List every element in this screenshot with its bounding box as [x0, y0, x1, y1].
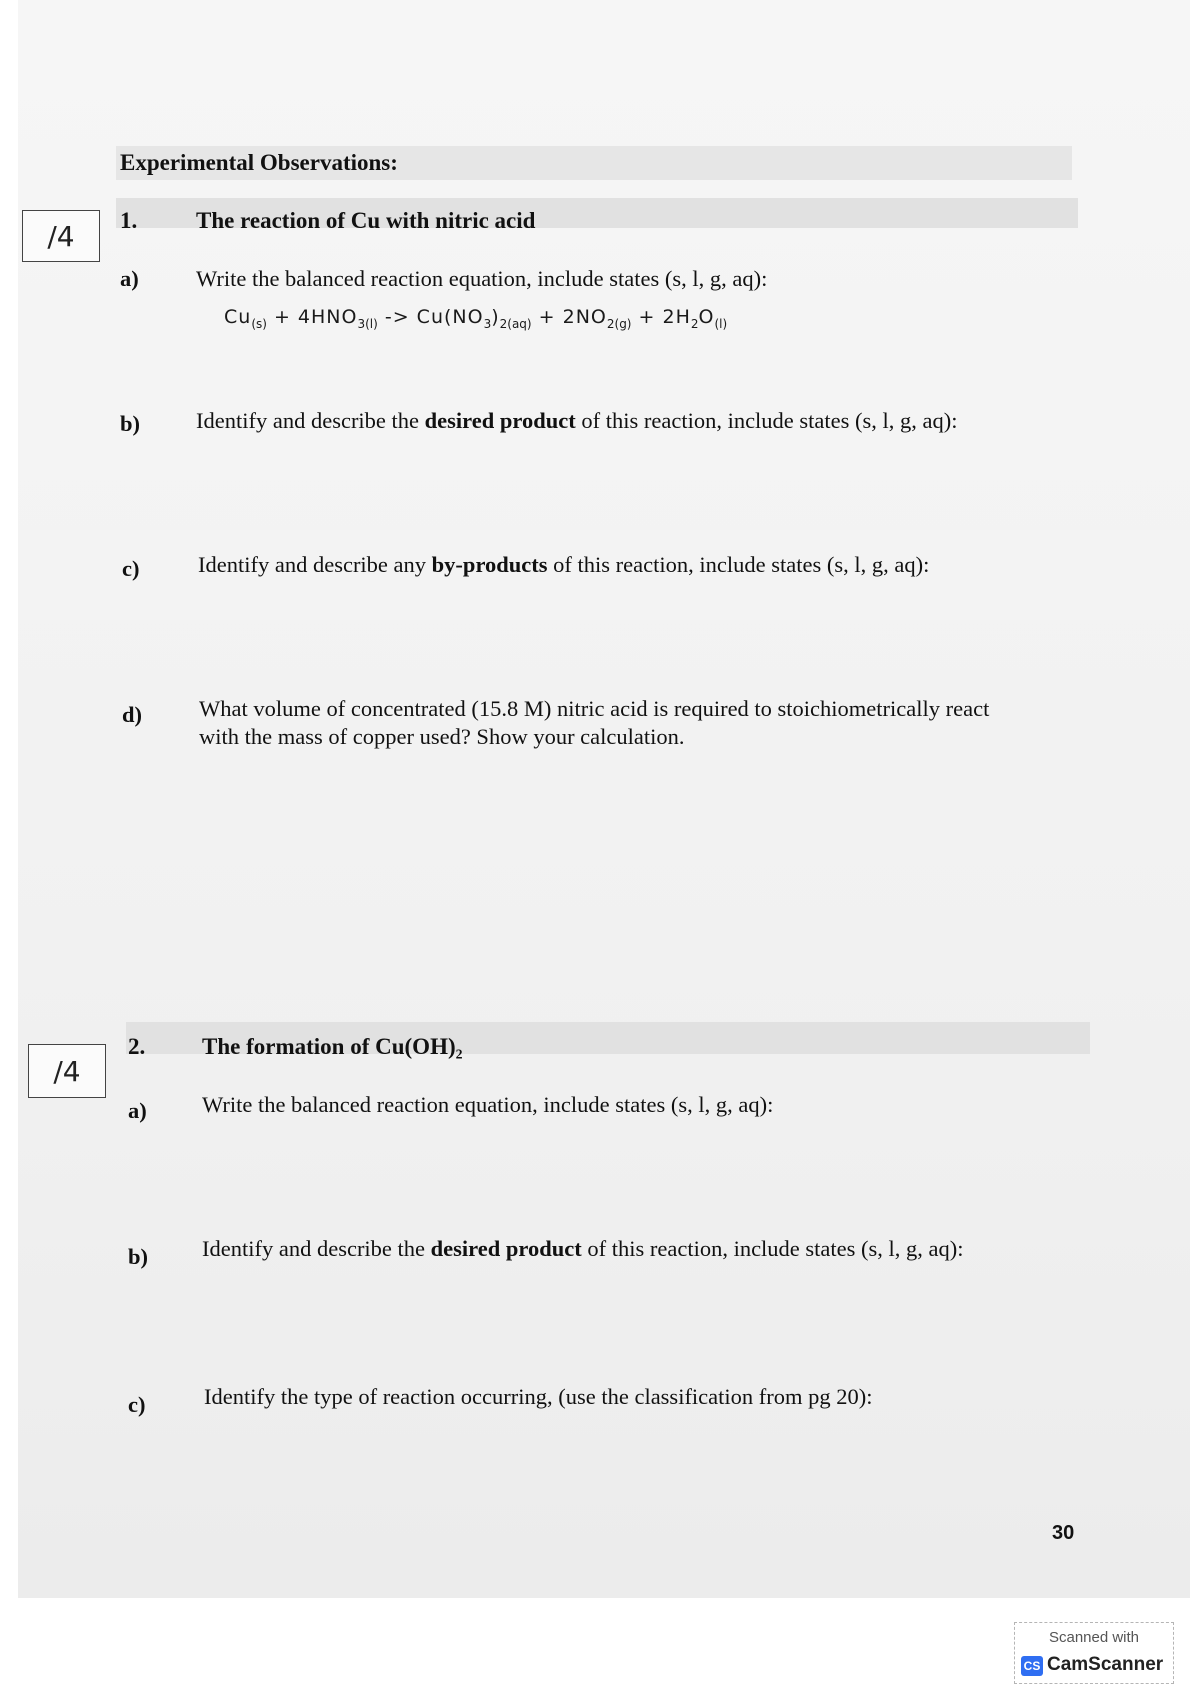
q1d-line2: with the mass of copper used? Show your calculation. — [199, 724, 685, 749]
q2b-text: Identify and describe the desired product of this reaction, include states (s, l, g, aq): — [202, 1236, 964, 1261]
camscanner-logo-icon: CS — [1021, 1656, 1043, 1676]
q2c-text: Identify the type of reaction occurring, (use the classification from pg 20): — [204, 1384, 873, 1409]
q1b-label: b) — [120, 411, 141, 436]
camscanner-name: CamScanner — [1047, 1654, 1164, 1675]
section1-score-box: /4 — [22, 210, 100, 262]
section2-score-box: /4 — [28, 1044, 106, 1098]
q1d-label: d) — [122, 702, 143, 727]
q1a-text: Write the balanced reaction equation, include states (s, l, g, aq): — [196, 266, 768, 291]
q2b-label: b) — [128, 1244, 149, 1269]
camscanner-caption: Scanned with — [1048, 1629, 1140, 1646]
q2a-label: a) — [128, 1098, 147, 1123]
section1-title: The reaction of Cu with nitric acid — [196, 208, 536, 233]
section2-title: The formation of Cu(OH)₂ — [202, 1034, 463, 1059]
q1d-line1: What volume of concentrated (15.8 M) nitric acid is required to stoichiometrically react — [199, 696, 990, 721]
q1a-label: a) — [120, 266, 139, 291]
q2a-text: Write the balanced reaction equation, include states (s, l, g, aq): — [202, 1092, 774, 1117]
camscanner-badge — [1014, 1622, 1174, 1684]
q1c-label: c) — [122, 556, 140, 581]
q2c-label: c) — [128, 1392, 146, 1417]
section1-number: 1. — [120, 208, 138, 233]
page-number: 30 — [1052, 1522, 1075, 1544]
q1a-handwritten-answer: $Cu_{(s)} + 4HNO_{3(l)} -> Cu(NO_3)_{2(aq)} + 2NO_{2(g)} + 2H_2O_{(l)}$ — [224, 306, 728, 331]
scanned-page — [18, 0, 1190, 1598]
page-heading: Experimental Observations: — [120, 150, 398, 175]
section2-number: 2. — [128, 1034, 146, 1059]
q1c-text: Identify and describe any by-products of this reaction, include states (s, l, g, aq): — [198, 552, 930, 577]
q1b-text: Identify and describe the desired product of this reaction, include states (s, l, g, aq): — [196, 408, 958, 433]
